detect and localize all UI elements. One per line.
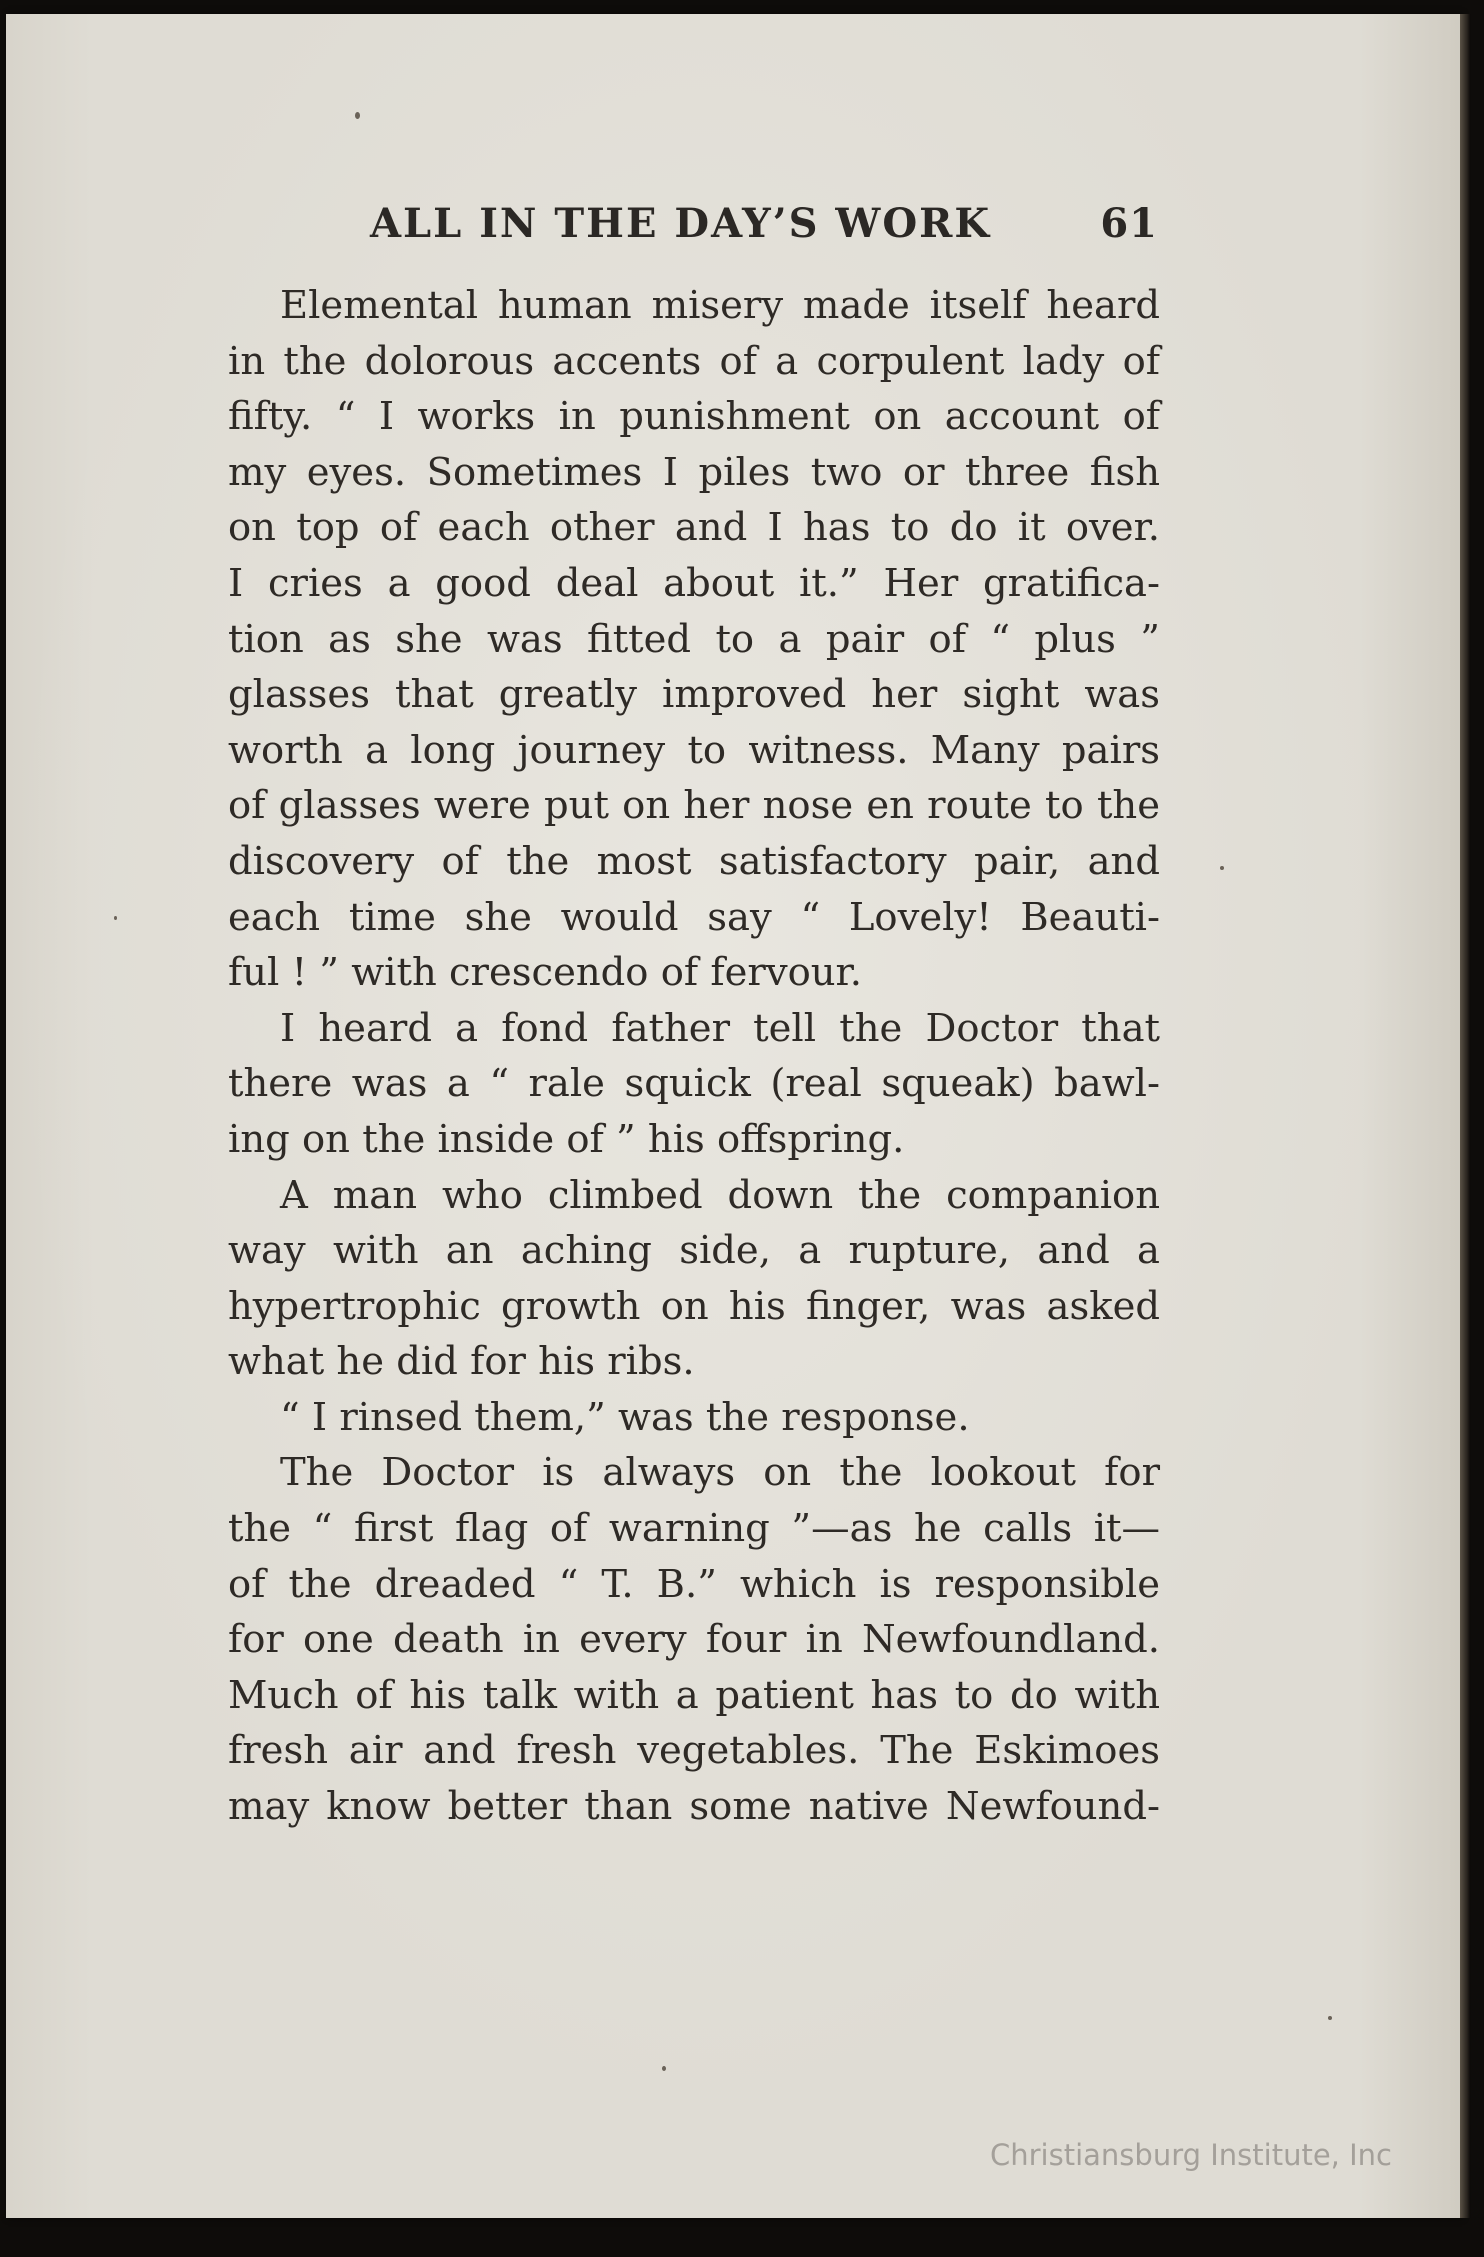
text-line: may know better than some native Newfound- (228, 1784, 1160, 1830)
body-text (228, 278, 1160, 1835)
running-head: ALL IN THE DAY’S WORK (370, 200, 992, 247)
text-line: each time she would say “ Lovely! Beauti- (228, 894, 1160, 940)
page-number: 61 (1100, 200, 1158, 247)
text-line: Much of his talk with a patient has to do with (228, 1672, 1160, 1718)
text-line: tion as she was fitted to a pair of “ plus ” (228, 616, 1160, 662)
text-line: glasses that greatly improved her sight was (228, 672, 1160, 718)
ink-speck (355, 112, 360, 119)
ink-speck (1328, 2016, 1332, 2020)
text-line: fifty. “ I works in punishment on account of (228, 394, 1160, 440)
ink-speck (114, 916, 117, 920)
text-line: Elemental human misery made itself heard (280, 283, 1160, 328)
text-line: the “ first flag of warning ”—as he calls it— (228, 1506, 1160, 1552)
text-line: The Doctor is always on the lookout for (280, 1450, 1160, 1496)
text-line: there was a “ rale squick (real squeak) bawl- (228, 1061, 1160, 1107)
text-line: fresh air and fresh vegetables. The Eskimoes (228, 1728, 1160, 1774)
text-line: on top of each other and I has to do it over. (228, 505, 1160, 551)
watermark: Christiansburg Institute, Inc (990, 2138, 1392, 2172)
text-line: of glasses were put on her nose en route to the (228, 783, 1160, 829)
text-line: ful ! ” with crescendo of fervour. (228, 950, 862, 996)
text-line: hypertrophic growth on his finger, was asked (228, 1283, 1160, 1329)
ink-speck (662, 2066, 666, 2071)
text-line: in the dolorous accents of a corpulent lady of (228, 338, 1160, 384)
text-line: A man who climbed down the companion (280, 1172, 1160, 1218)
ink-speck (1220, 866, 1224, 870)
text-line: I cries a good deal about it.” Her gratifica- (228, 560, 1160, 606)
text-line: worth a long journey to witness. Many pairs (228, 727, 1160, 773)
text-line: of the dreaded “ T. B.” which is responsible (228, 1561, 1160, 1607)
text-line: what he did for his ribs. (228, 1339, 695, 1385)
text-line: discovery of the most satisfactory pair, and (228, 838, 1160, 884)
text-line: for one death in every four in Newfoundland. (228, 1617, 1160, 1663)
text-line: way with an aching side, a rupture, and a (228, 1228, 1160, 1274)
page-edge (1460, 14, 1470, 2218)
text-line: ing on the inside of ” his offspring. (228, 1116, 905, 1162)
text-line: “ I rinsed them,” was the response. (280, 1394, 970, 1440)
text-line: my eyes. Sometimes I piles two or three fish (228, 449, 1160, 495)
text-line: I heard a fond father tell the Doctor that (280, 1005, 1160, 1051)
